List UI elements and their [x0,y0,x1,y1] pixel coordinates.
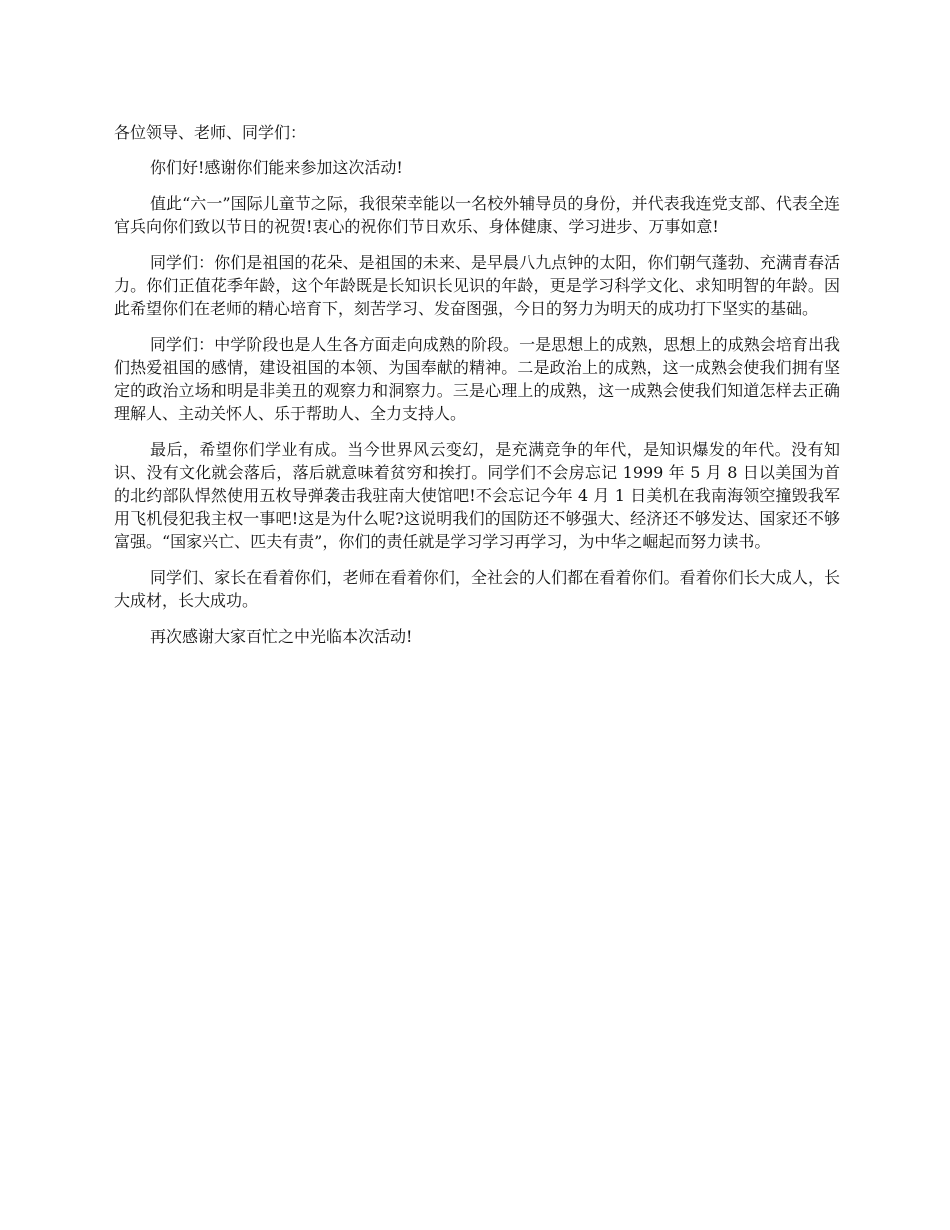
paragraph-watching-you: 同学们、家长在看着你们，老师在看着你们，全社会的人们都在看着你们。看着你们长大成人，长大成材，长大成功。 [114,568,840,610]
salutation: 各位领导、老师、同学们： [114,123,307,142]
paragraph-congratulations: 值此“六一”国际儿童节之际，我很荣幸能以一名校外辅导员的身份，并代表我连党支部、代表全连官兵向你们致以节日的祝贺!衷心的祝你们节日欢乐、身体健康、学习进步、万事如意! [114,194,840,236]
paragraph-flowers-of-motherland: 同学们：你们是祖国的花朵、是祖国的未来、是早晨八九点钟的太阳，你们朝气蓬勃、充满青春活力。你们正值花季年龄，这个年龄既是长知识长见识的年龄，更是学习科学文化、求知明智的年龄。因此希望你们在老师的精心培育下，刻苦学习、发奋图强，今日的努力为明天的成功打下坚实的基础。 [114,253,840,318]
paragraph-greeting: 你们好!感谢你们能来参加这次活动! [150,158,403,177]
paragraph-maturity: 同学们：中学阶段也是人生各方面走向成熟的阶段。一是思想上的成熟，思想上的成熟会培育出我们热爱祖国的感情，建设祖国的本领、为国奉献的精神。二是政治上的成熟，这一成熟会使我们拥有坚定的政治立场和明是非美丑的观察力和洞察力。三是心理上的成熟，这一成熟会使我们知道怎样去正确理解人、主动关怀人、乐于帮助人、全力支持人。 [114,335,840,423]
document-body [114,121,840,661]
paragraph-thanks: 再次感谢大家百忙之中光临本次活动! [150,627,413,646]
paragraph-finally: 最后，希望你们学业有成。当今世界风云变幻，是充满竞争的年代，是知识爆发的年代。没有知识、没有文化就会落后，落后就意味着贫穷和挨打。同学们不会房忘记 1999 年 5 月 8 日以美国为首的北约部队悍然使用五枚导弹袭击我驻南大使馆吧!不会忘记今年 4 月 1 日美机在我南海领空撞毁我军用飞机侵犯我主权一事吧!这是为什么呢?这说明我们的国防还不够强大、经济还不够发达、国家还不够富强。“国家兴亡、匹夫有责”，你们的责任就是学习学习再学习，为中华之崛起而努力读书。 [114,440,840,551]
